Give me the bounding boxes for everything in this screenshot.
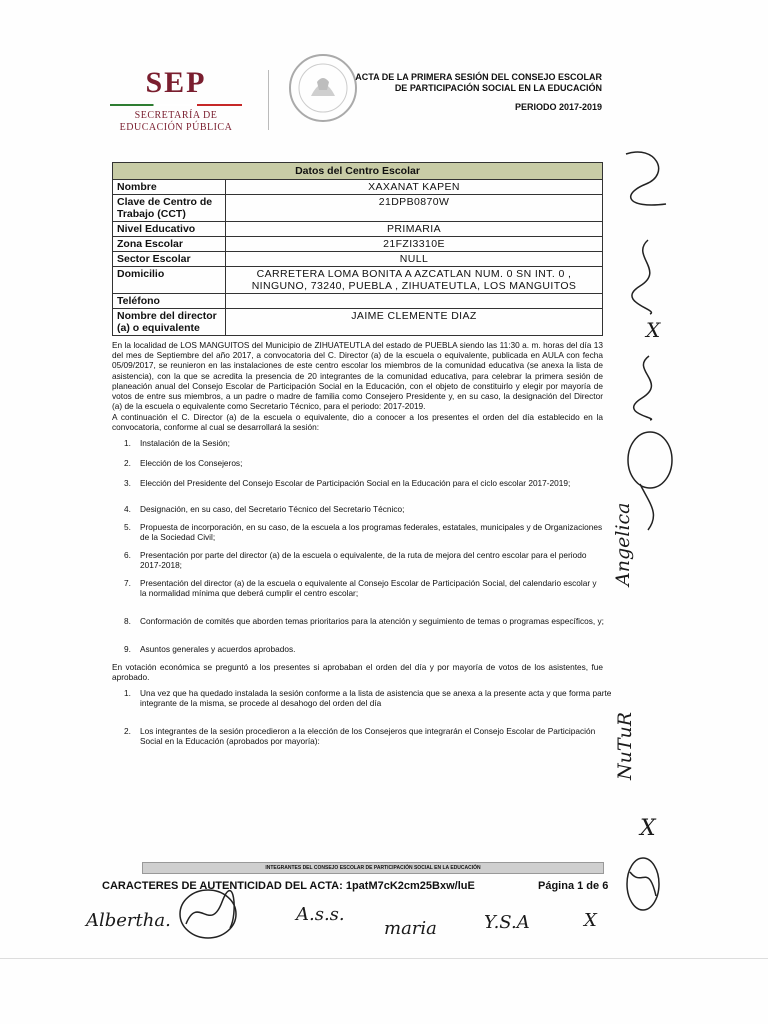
logo-bar: [110, 104, 242, 106]
row-value: PRIMARIA: [226, 222, 603, 237]
order-intro-paragraph: A continuación el C. Director (a) de la escuela o equivalente, dio a conocer a los presentes el orden del día establecido en la convocatoria, conforme al cual se desarrollará la sesión:: [112, 412, 603, 433]
agenda-item: [124, 522, 604, 542]
agenda-number: 4.: [124, 504, 131, 514]
row-value: 21FZI3310E: [226, 237, 603, 252]
row-label: Zona Escolar: [113, 237, 226, 252]
intro-paragraph: En la localidad de LOS MANGUITOS del Municipio de ZIHUATEUTLA del estado de PUEBLA siendo las 11:30 a. m. horas del día 13 del mes de Septiembre del año 2017, a convocatoria del C. Director (a) de la escuela o equivalente, publicada en AULA con fecha 05/09/2017, se reunieron en las instalaciones de este centro escolar los miembros de la comunidad educativa (se anexa la lista de asistencia), con la que se acredita la presencia de 20 integrantes de la comunidad educativa, para celebrar la primera sesión de planeación anual del Consejo Escolar de Participación Social en la Educación, con el objeto de constituirlo y elegir por mayoría de votos de entre sus miembros, a un padre o madre de familia como Consejero Presidente y, en su caso, la designación del Director (a) de la escuela o equivalente como Secretario Técnico, para el periodo: 2017-2019.: [112, 340, 603, 412]
agenda-item: [124, 504, 604, 514]
row-label: Nombre del director (a) o equivalente: [113, 309, 226, 336]
header-title: [322, 72, 602, 94]
table-row: [113, 294, 603, 309]
point-text: Una vez que ha quedado instalada la sesión conforme a la lista de asistencia que se anexa a la presente acta y que forma parte integrante de la misma, se procede al desahogo del orden del día: [140, 688, 612, 709]
point-number: 1.: [124, 688, 131, 698]
row-value: NULL: [226, 252, 603, 267]
agenda-text: Asuntos generales y acuerdos aprobados.: [140, 644, 296, 654]
handwritten-name: A.s.s.: [296, 904, 345, 925]
signature-icon: [616, 144, 676, 214]
header-period: PERIODO 2017-2019: [514, 102, 602, 112]
agenda-item: [124, 644, 604, 654]
agenda-number: 5.: [124, 522, 131, 532]
logo-sub2: EDUCACIÓN PÚBLICA: [119, 122, 233, 133]
point-item: [124, 688, 612, 708]
row-label: Teléfono: [113, 294, 226, 309]
school-data-table: [112, 162, 603, 336]
agenda-text: Designación, en su caso, del Secretario Técnico del Secretario Técnico;: [140, 504, 405, 514]
signature-icon: [620, 236, 676, 316]
council-members-bar: INTEGRANTES DEL CONSEJO ESCOLAR DE PARTICIPACIÓN SOCIAL EN LA EDUCACIÓN: [142, 862, 604, 874]
row-value: 21DPB0870W: [226, 195, 603, 222]
agenda-text: Presentación del director (a) de la escuela o equivalente al Consejo Escolar de Participación Social, del calendario escolar y la normalidad mínima que deberá cumplir el centro escolar;: [140, 578, 597, 599]
row-label: Clave de Centro de Trabajo (CCT): [113, 195, 226, 222]
table-row: [113, 309, 603, 336]
table-row: [113, 195, 603, 222]
signature-icon: [172, 884, 248, 944]
header-title-line2: DE PARTICIPACIÓN SOCIAL EN LA EDUCACIÓN: [394, 83, 602, 93]
table-row: [113, 267, 603, 294]
row-value: CARRETERA LOMA BONITA A AZCATLAN NUM. 0 SN INT. 0 , NINGUNO, 73240, PUEBLA , ZIHUATEUTLA, LOS MANGUITOS: [226, 267, 603, 294]
table-row: [113, 237, 603, 252]
sep-logo: [108, 66, 244, 134]
row-label: Nivel Educativo: [113, 222, 226, 237]
agenda-text: Propuesta de incorporación, en su caso, de la escuela a los programas federales, estatales, municipales y de Organizaciones de la Sociedad Civil;: [140, 522, 603, 543]
row-value: JAIME CLEMENTE DIAZ: [226, 309, 603, 336]
handwritten-mark: X: [646, 318, 661, 342]
agenda-number: 1.: [124, 438, 131, 448]
row-label: Domicilio: [113, 267, 226, 294]
table-row: [113, 180, 603, 195]
authenticity-code: CARACTERES DE AUTENTICIDAD DEL ACTA: 1patM7cK2cm25Bxw/luE: [102, 880, 475, 892]
logo-sub1: SECRETARÍA DE: [134, 110, 218, 121]
signature-icon: [624, 352, 674, 422]
handwritten-name: NuTuR: [614, 711, 636, 780]
vote-paragraph: En votación económica se preguntó a los presentes si aprobaban el orden del día y por mayoría de votos de los asistentes, fue aprobado.: [112, 662, 603, 683]
handwritten-mark: X: [584, 910, 597, 931]
agenda-number: 9.: [124, 644, 131, 654]
page-number: Página 1 de 6: [538, 880, 609, 892]
header-divider: [268, 70, 269, 130]
table-heading: Datos del Centro Escolar: [113, 163, 603, 180]
row-value: XAXANAT KAPEN: [226, 180, 603, 195]
handwritten-name: Angelica: [612, 502, 634, 586]
point-number: 2.: [124, 726, 131, 736]
agenda-item: [124, 438, 604, 448]
table-row: [113, 222, 603, 237]
agenda-number: 7.: [124, 578, 131, 588]
agenda-text: Presentación por parte del director (a) de la escuela o equivalente, de la ruta de mejora del centro escolar para el periodo 2017-2018;: [140, 550, 587, 571]
agenda-text: Conformación de comités que aborden temas prioritarios para la atención y seguimiento de temas o programas específicos, y;: [140, 616, 604, 626]
handwritten-name: Y.S.A: [484, 912, 530, 933]
agenda-item: [124, 550, 604, 570]
agenda-item: [124, 478, 604, 488]
agenda-item: [124, 458, 604, 468]
header-title-line1: ACTA DE LA PRIMERA SESIÓN DEL CONSEJO ESCOLAR: [355, 72, 602, 82]
agenda-text: Elección de los Consejeros;: [140, 458, 243, 468]
row-label: Sector Escolar: [113, 252, 226, 267]
row-label: Nombre: [113, 180, 226, 195]
agenda-number: 3.: [124, 478, 131, 488]
agenda-item: [124, 616, 604, 626]
agenda-text: Instalación de la Sesión;: [140, 438, 230, 448]
agenda-number: 8.: [124, 616, 131, 626]
logo-word: SEP: [145, 66, 207, 99]
signature-icon: [618, 852, 668, 916]
row-value: [226, 294, 603, 309]
handwritten-name: maria: [384, 918, 437, 939]
agenda-number: 2.: [124, 458, 131, 468]
handwritten-name: Albertha.: [86, 910, 171, 931]
agenda-text: Elección del Presidente del Consejo Escolar de Participación Social en la Educación para el ciclo escolar 2017-2019;: [140, 478, 571, 488]
bottom-rule: [0, 958, 768, 959]
point-item: [124, 726, 612, 746]
table-row: [113, 252, 603, 267]
point-text: Los integrantes de la sesión procedieron a la elección de los Consejeros que integrarán el Consejo Escolar de Participación Social en la Educación (aprobados por mayoría):: [140, 726, 596, 747]
handwritten-mark: X: [640, 816, 656, 841]
agenda-item: [124, 578, 604, 598]
agenda-number: 6.: [124, 550, 131, 560]
